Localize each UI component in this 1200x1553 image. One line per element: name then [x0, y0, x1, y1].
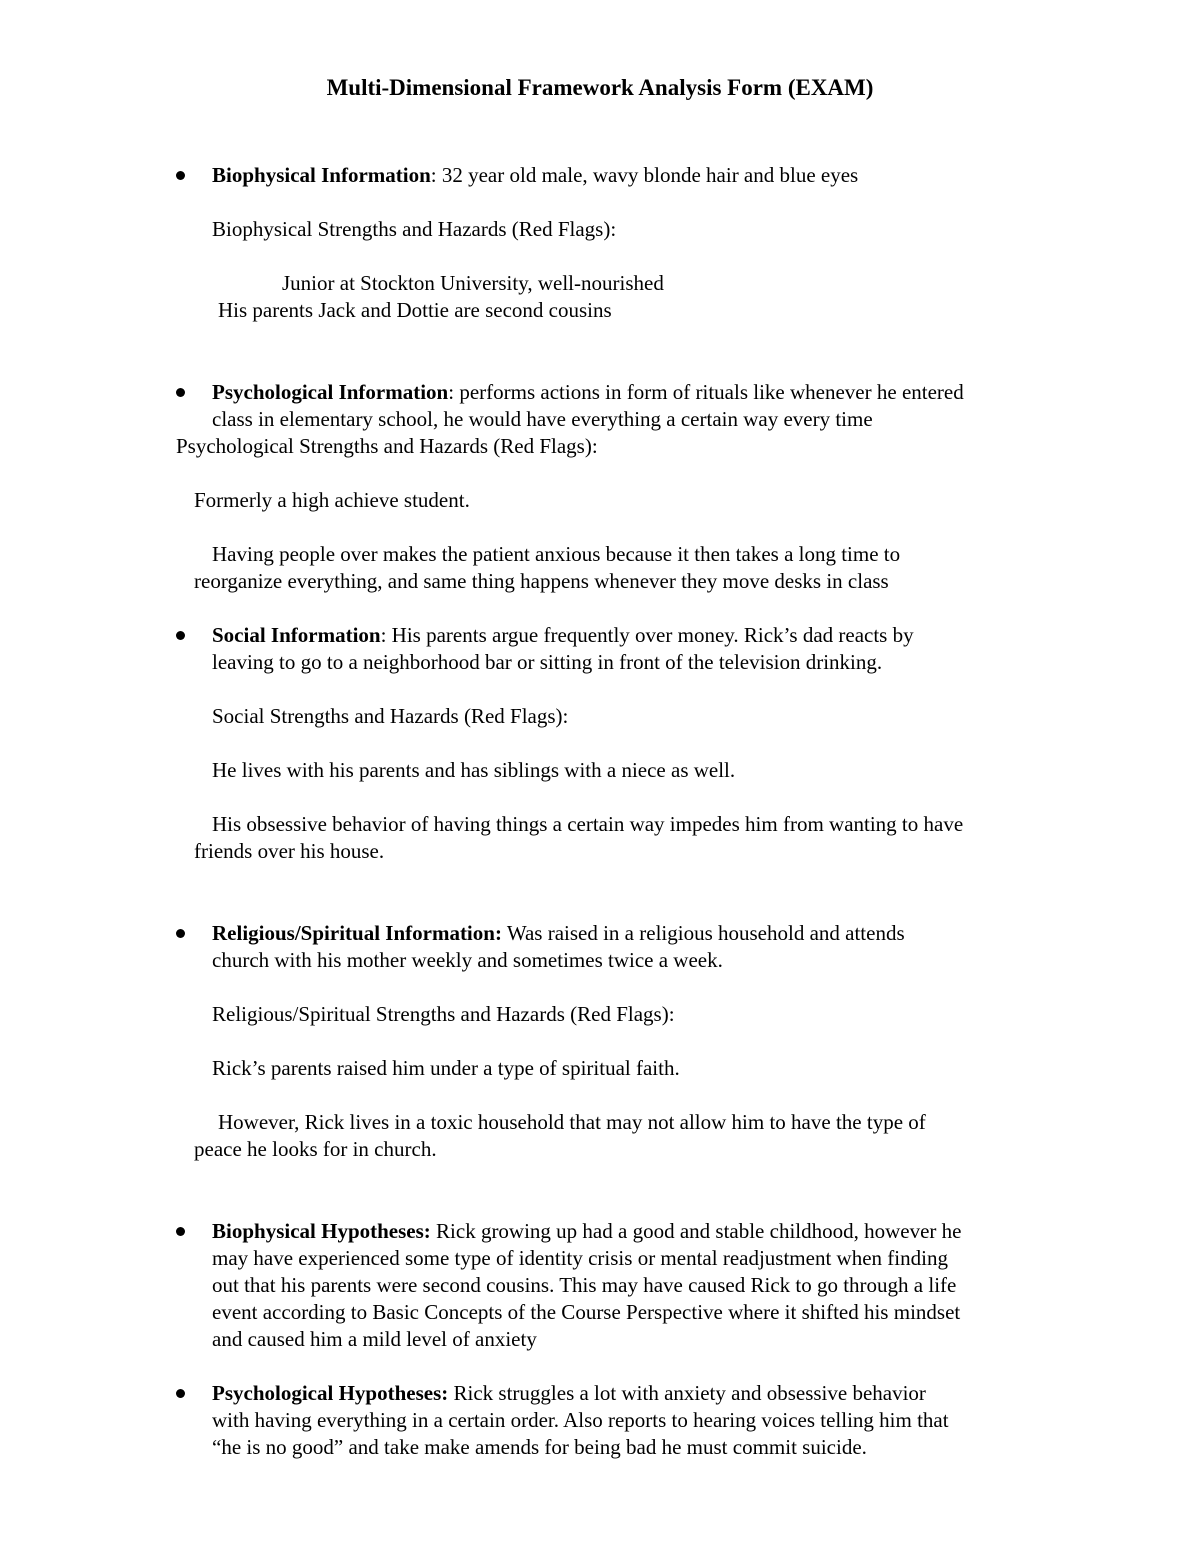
religious-hazard-line-2: peace he looks for in church.	[194, 1137, 437, 1161]
psych-hyp-line-2: with having everything in a certain order. Also reports to hearing voices telling him that	[212, 1408, 949, 1432]
social-info-line-2: leaving to go to a neighborhood bar or sitting in front of the television drinking.	[212, 650, 883, 674]
bullet-icon	[176, 631, 185, 640]
social-strength: He lives with his parents and has siblings with a niece as well.	[212, 758, 736, 782]
religious-info-line-2: church with his mother weekly and sometimes twice a week.	[212, 948, 723, 972]
bullet-icon	[176, 1389, 185, 1398]
psychological-hazard-line-2: reorganize everything, and same thing happens whenever they move desks in class	[194, 569, 889, 593]
biophysical-text: : 32 year old male, wavy blonde hair and blue eyes	[430, 163, 859, 187]
religious-strength: Rick’s parents raised him under a type of spiritual faith.	[212, 1056, 680, 1080]
psych-hyp-line-1	[212, 1380, 926, 1407]
religious-info-line-1	[212, 920, 905, 947]
bio-hyp-line-5: and caused him a mild level of anxiety	[212, 1327, 537, 1351]
bio-hyp-line-3: out that his parents were second cousins. This may have caused Rick to go through a life	[212, 1273, 957, 1297]
bio-hyp-text: Rick growing up had a good and stable childhood, however he	[430, 1219, 962, 1243]
religious-text: Was raised in a religious household and attends	[501, 921, 905, 945]
psychological-sh-heading: Psychological Strengths and Hazards (Red Flags):	[176, 434, 598, 458]
biophysical-hazard: His parents Jack and Dottie are second cousins	[218, 298, 612, 322]
psychological-info-line-2: class in elementary school, he would have everything a certain way every time	[212, 407, 873, 431]
psych-hyp-text: Rick struggles a lot with anxiety and obsessive behavior	[448, 1381, 926, 1405]
biophysical-label: Biophysical Information	[212, 163, 431, 187]
bullet-icon	[176, 929, 185, 938]
biophysical-sh-heading: Biophysical Strengths and Hazards (Red Flags):	[212, 217, 617, 241]
social-info-line-1	[212, 622, 914, 649]
religious-sh-heading: Religious/Spiritual Strengths and Hazards (Red Flags):	[212, 1002, 675, 1026]
psychological-hazard-line-1: Having people over makes the patient anxious because it then takes a long time to	[212, 542, 901, 566]
religious-hazard-line-1: However, Rick lives in a toxic household that may not allow him to have the type of	[218, 1110, 926, 1134]
social-hazard-line-1: His obsessive behavior of having things a certain way impedes him from wanting to have	[212, 812, 964, 836]
social-label: Social Information	[212, 623, 381, 647]
social-hazard-line-2: friends over his house.	[194, 839, 385, 863]
social-text: : His parents argue frequently over money. Rick’s dad reacts by	[380, 623, 914, 647]
psychological-label: Psychological Information	[212, 380, 449, 404]
psych-hyp-line-3: “he is no good” and take make amends for being bad he must commit suicide.	[212, 1435, 867, 1459]
social-sh-heading: Social Strengths and Hazards (Red Flags):	[212, 704, 569, 728]
bio-hyp-line-1	[212, 1218, 962, 1245]
religious-label: Religious/Spiritual Information:	[212, 921, 502, 945]
biophysical-info	[212, 162, 858, 189]
bio-hyp-line-4: event according to Basic Concepts of the Course Perspective where it shifted his mindset	[212, 1300, 961, 1324]
psych-hyp-label: Psychological Hypotheses:	[212, 1381, 449, 1405]
bio-hyp-label: Biophysical Hypotheses:	[212, 1219, 431, 1243]
biophysical-strength: Junior at Stockton University, well-nourished	[282, 271, 664, 295]
bullet-icon	[176, 388, 185, 397]
bio-hyp-line-2: may have experienced some type of identity crisis or mental readjustment when finding	[212, 1246, 948, 1270]
bullet-icon	[176, 171, 185, 180]
psychological-text: : performs actions in form of rituals like whenever he entered	[448, 380, 964, 404]
page-title: Multi-Dimensional Framework Analysis Form (EXAM)	[326, 75, 874, 100]
psychological-info-line-1	[212, 379, 964, 406]
bullet-icon	[176, 1227, 185, 1236]
psychological-strength: Formerly a high achieve student.	[194, 488, 470, 512]
